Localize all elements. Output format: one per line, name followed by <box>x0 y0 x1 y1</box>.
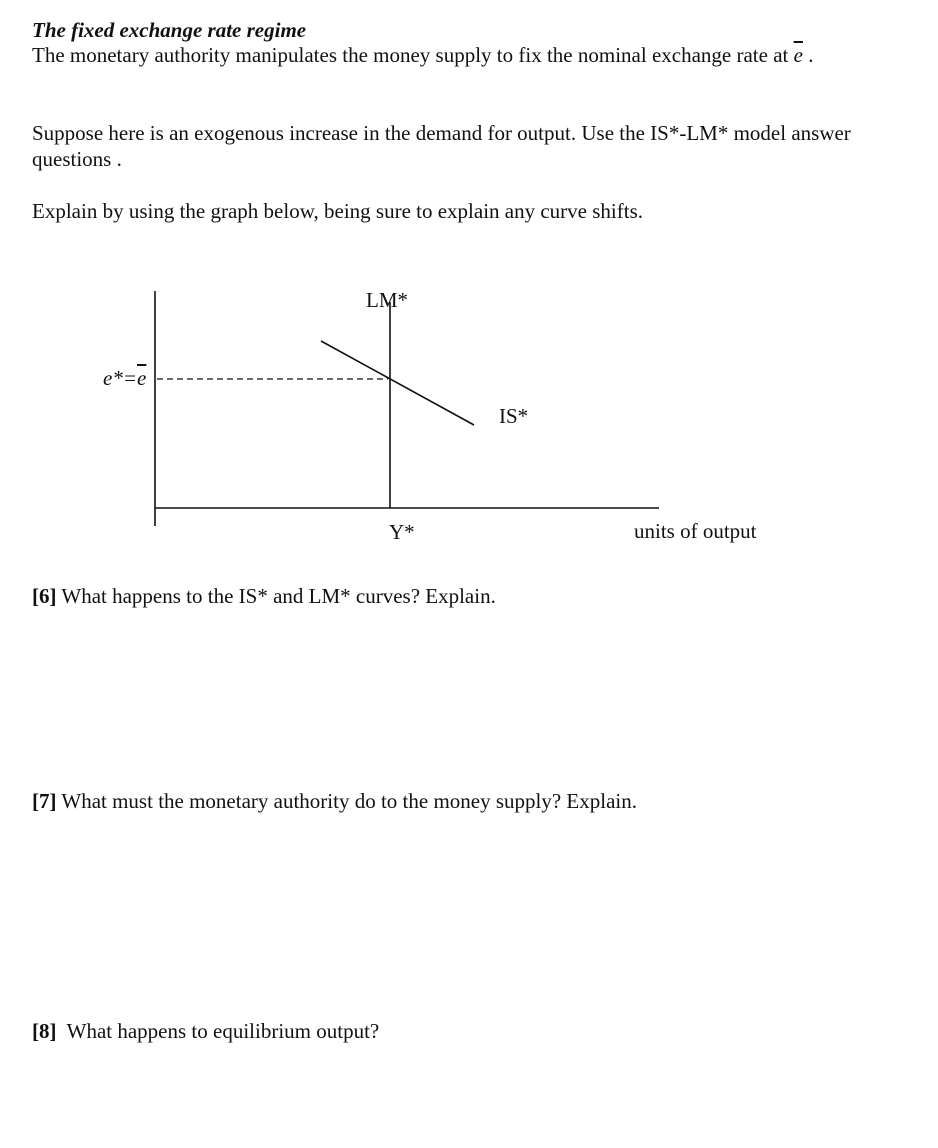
instruction-paragraph: Explain by using the graph below, being sure to explain any curve shifts. <box>32 199 643 223</box>
x-axis-label: units of output <box>634 519 757 543</box>
question-8-text: What happens to equilibrium output? <box>56 1019 380 1043</box>
question-7-number: [7] <box>32 789 57 813</box>
is-star-curve <box>321 341 474 425</box>
y-star-label: Y* <box>389 520 415 544</box>
question-6-text: What happens to the IS* and LM* curves? Explain. <box>56 584 496 608</box>
question-7 <box>32 788 637 814</box>
is-star-label: IS* <box>499 404 529 428</box>
islm-graph <box>0 0 938 560</box>
question-8 <box>32 1018 379 1044</box>
question-7-text: What must the monetary authority do to the money supply? Explain. <box>56 789 638 813</box>
intro-end: . <box>802 43 814 67</box>
intro-text: The monetary authority manipulates the money supply to fix the nominal exchange rate at <box>32 43 794 67</box>
question-8-number: [8] <box>32 1019 57 1043</box>
e-star-label <box>103 366 146 390</box>
intro-e-bar: $\overline{e}$ <box>793 43 803 67</box>
lm-star-label: LM* <box>366 288 408 312</box>
page-title: The fixed exchange rate regime <box>32 18 307 42</box>
e-star-bar: $\overline{e}$ <box>137 366 147 390</box>
prompt-paragraph: Suppose here is an exogenous increase in the demand for output. Use the IS*-LM* model answer questions . <box>32 121 851 171</box>
e-star-prefix: e*= <box>103 366 137 390</box>
question-6 <box>32 583 496 609</box>
question-6-number: [6] <box>32 584 57 608</box>
